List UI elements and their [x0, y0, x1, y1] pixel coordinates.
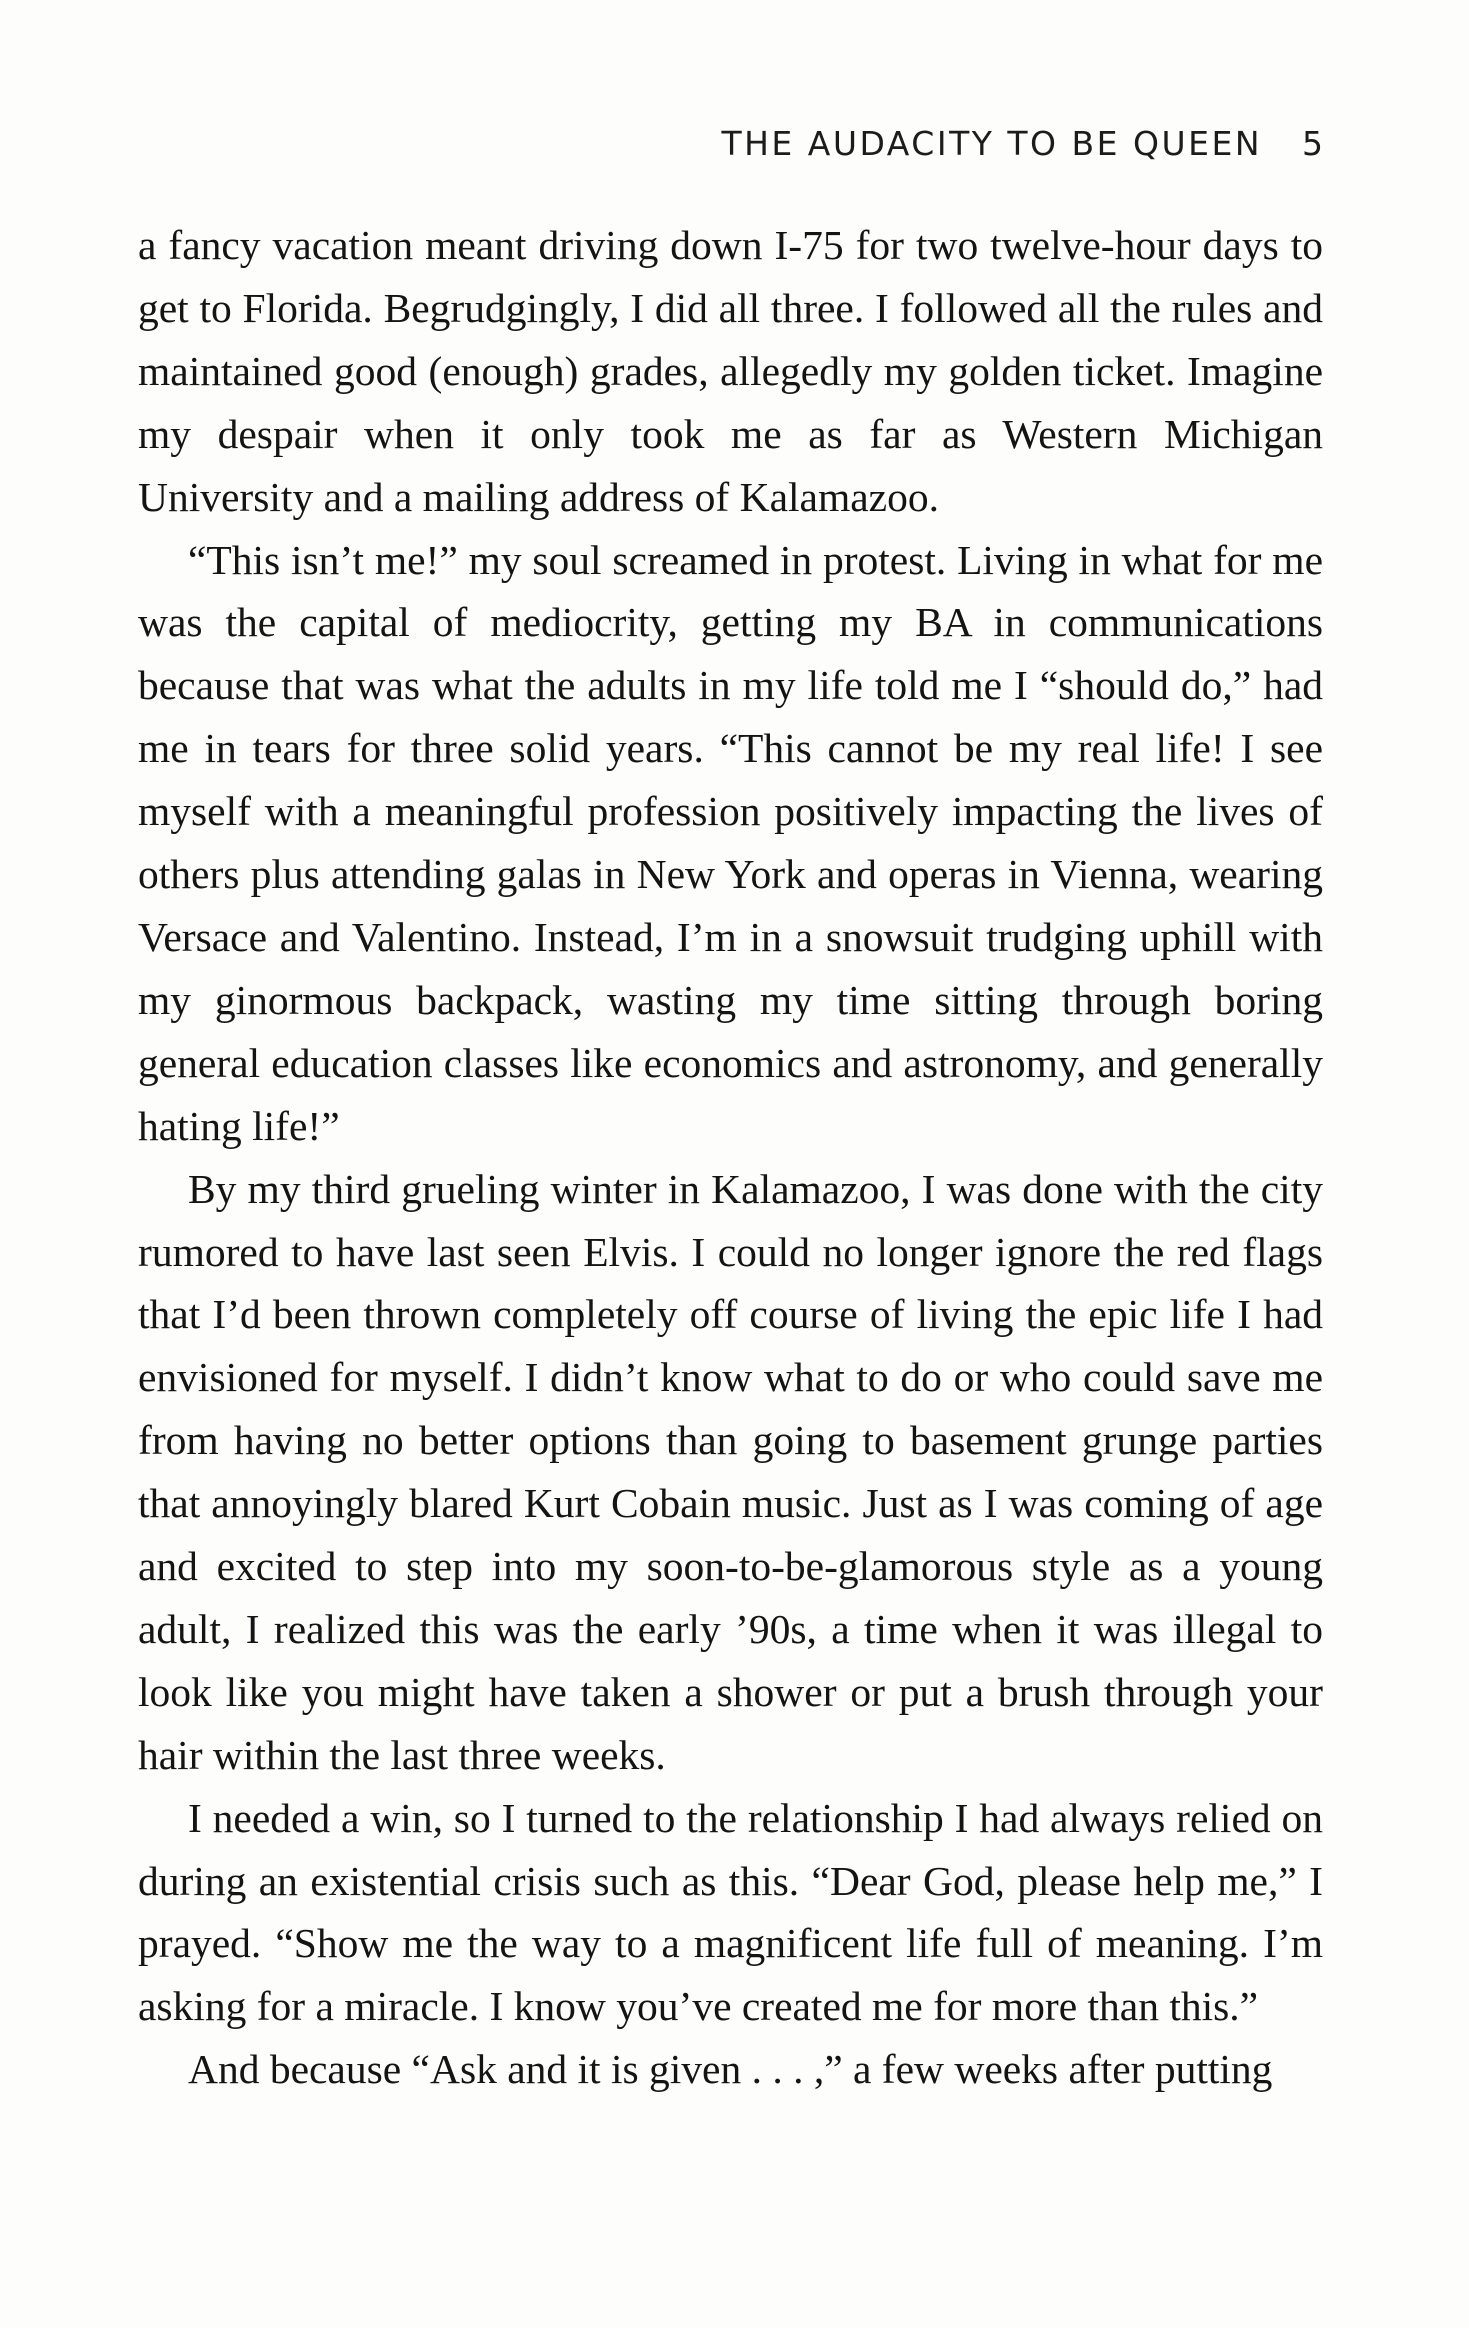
- paragraph: By my third grueling winter in Kalamazoo, I was done with the city rumored to have last seen Elvis. I could no longer ignore the red flags that I’d been thrown completely off course of living the epic life I had envisioned for myself. I didn’t know what to do or who could save me from having no better options than going to basement grunge parties that annoyingly blared Kurt Cobain music. Just as I was coming of age and excited to step into my soon-to-be-glamorous style as a young adult, I realized this was the early ’90s, a time when it was illegal to look like you might have taken a shower or put a brush through your hair within the last three weeks.: [138, 1165, 1323, 1778]
- paragraph: “This isn’t me!” my soul screamed in protest. Living in what for me was the capital of mediocrity, getting my BA in communications because that was what the adults in my life told me I “should do,” had me in tears for three solid years. “This cannot be my real life! I see myself with a meaningful profession positively impacting the lives of others plus attending galas in New York and operas in Vienna, wearing Versace and Valentino. Instead, I’m in a snowsuit trudging uphill with my ginormous backpack, wasting my time sitting through boring general education classes like economics and astronomy, and generally hating life!”: [138, 536, 1323, 1149]
- paragraph: And because “Ask and it is given . . . ,” a few weeks after putting: [188, 2046, 1273, 2093]
- paragraph-continuation: a fancy vacation meant driving down I-75 for two twelve-hour days to get to Florida. Begrudgingly, I did all three. I followed all the rules and maintained good (enough) grades, allegedly my golden ticket. Imagine my despair when it only took me as far as Western Michigan University and a mailing address of Kalamazoo.: [138, 222, 1323, 520]
- body-text: [138, 214, 1323, 2101]
- running-title: THE AUDACITY TO BE QUEEN: [721, 123, 1262, 163]
- page-number: 5: [1302, 123, 1323, 163]
- paragraph: I needed a win, so I turned to the relationship I had always relied on during an existential crisis such as this. “Dear God, please help me,” I prayed. “Show me the way to a magnificent life full of meaning. I’m asking for a miracle. I know you’ve created me for more than this.”: [138, 1794, 1323, 2030]
- running-header: [138, 118, 1323, 168]
